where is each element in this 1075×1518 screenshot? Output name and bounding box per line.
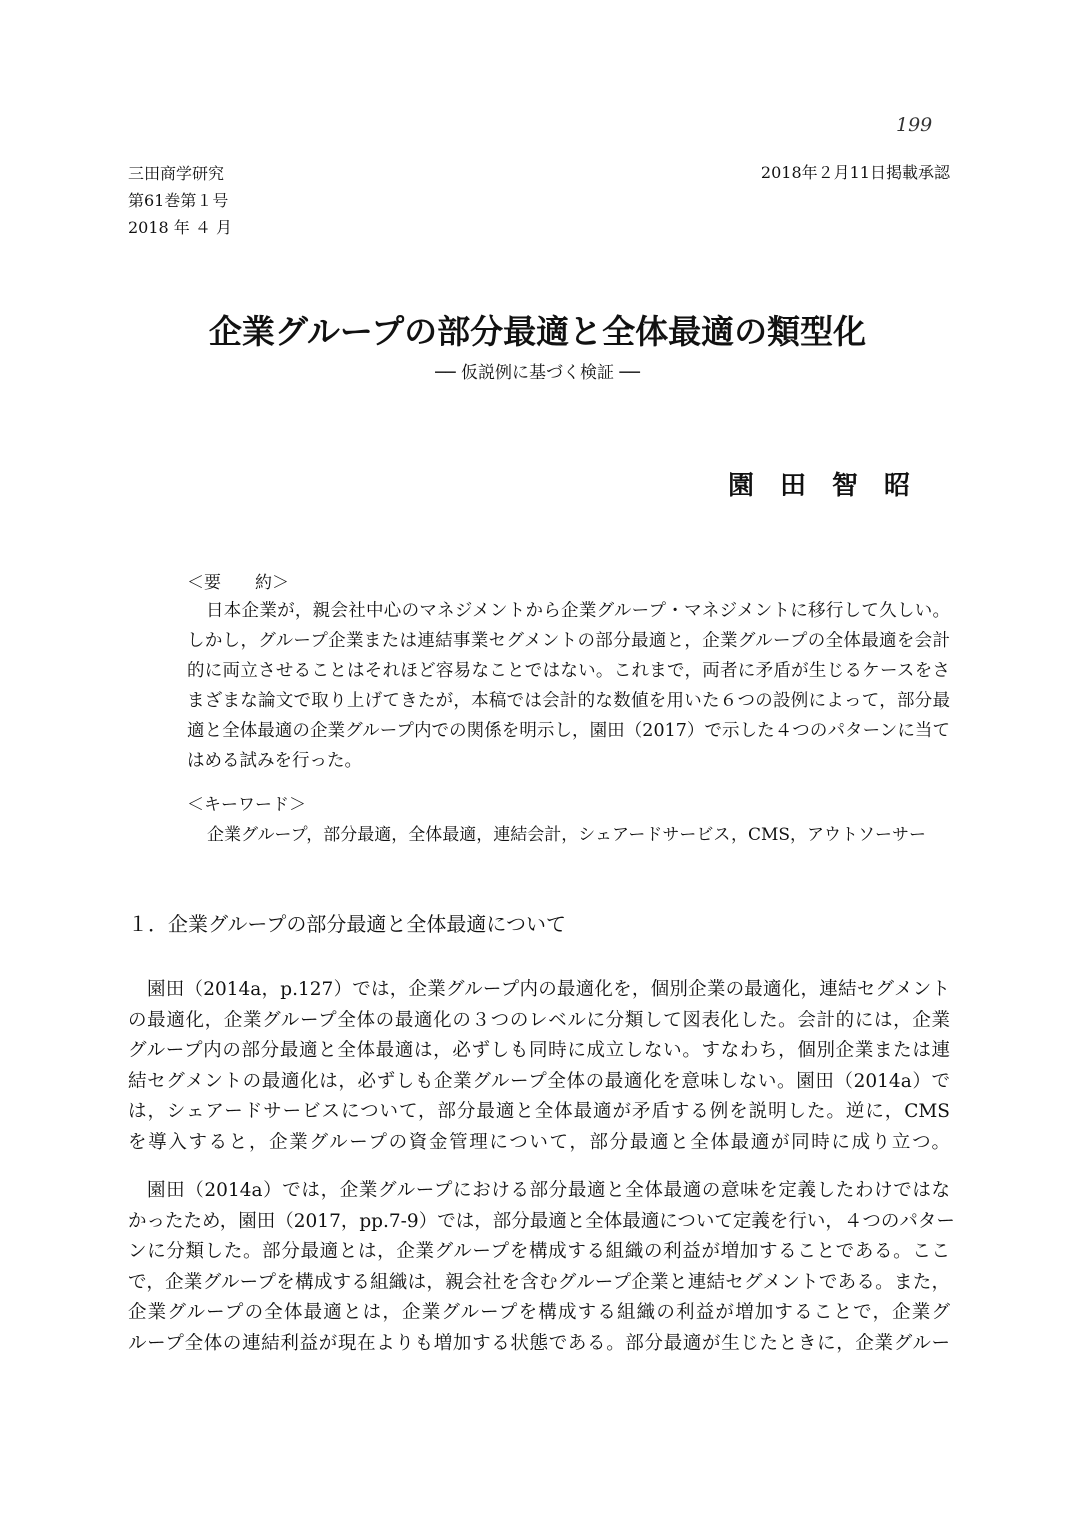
- body-line: ループ全体の連結利益が現在よりも増加する状態である。部分最適が生じたときに，企業グルー: [128, 1332, 950, 1354]
- paper-title: 企業グループの部分最適と全体最適の類型化: [208, 312, 867, 351]
- journal-volume: 第61巻第１号: [128, 191, 229, 210]
- body-line: 企業グループの全体最適とは，企業グループを構成する組織の利益が増加することで，企業グ: [128, 1302, 950, 1323]
- abstract-body: [187, 596, 950, 776]
- acceptance-date: 2018年２月11日掲載承認: [760, 163, 950, 182]
- body-line: グループ内の部分最適と全体最適は，必ずしも同時に成立しない。すなわち，個別企業または連: [128, 1040, 950, 1061]
- abstract-line: しかし，グループ企業または連結事業セグメントの部分最適と，企業グループの全体最適を会計: [187, 631, 950, 651]
- body-line: 園田（2014a）では，企業グループにおける部分最適と全体最適の意味を定義したわけではな: [147, 1180, 950, 1201]
- journal-date: 2018 年 ４ 月: [128, 218, 232, 237]
- abstract-line: 的に両立させることはそれほど容易なことではない。これまで，両者に矛盾が生じるケースをさ: [187, 661, 950, 681]
- body-line: ンに分類した。部分最適とは，企業グループを構成する組織の利益が増加することである。ここ: [128, 1241, 950, 1262]
- author-name: 園田智昭: [728, 471, 937, 501]
- abstract-line: 適と全体最適の企業グループ内での関係を明示し，園田（2017）で示した４つのパターンに当て: [187, 721, 950, 741]
- body-line: を導入すると，企業グループの資金管理について，部分最適と全体最適が同時に成り立つ。: [128, 1131, 950, 1153]
- abstract-heading: ＜要 約＞: [187, 573, 289, 593]
- body-line: は，シェアードサービスについて，部分最適と全体最適が矛盾する例を説明した。逆に，CMS: [128, 1101, 950, 1122]
- body-line: で，企業グループを構成する組織は，親会社を含むグループ企業と連結セグメントである。また，: [128, 1271, 950, 1293]
- abstract-line: まざまな論文で取り上げてきたが，本稿では会計的な数値を用いた６つの設例によって，部分最: [187, 691, 950, 711]
- abstract-line: はめる試みを行った。: [187, 751, 362, 771]
- journal-name: 三田商学研究: [128, 164, 225, 183]
- page-number: 199: [896, 114, 933, 136]
- body-line: 結セグメントの最適化は，必ずしも企業グループ全体の最適化を意味しない。園田（2014a）で: [128, 1070, 950, 1092]
- keywords-list: 企業グループ，部分最適，全体最適，連結会計，シェアードサービス，CMS，アウトソーサー: [207, 825, 926, 845]
- paragraph-1: [128, 975, 950, 1158]
- keywords-heading: ＜キーワード＞: [187, 795, 306, 815]
- body-line: かったため，園田（2017，pp.7-9）では，部分最適と全体最適について定義を行い，４つのパター: [128, 1210, 955, 1232]
- body-line: 園田（2014a，p.127）では，企業グループ内の最適化を，個別企業の最適化，連結セグメント: [147, 979, 950, 1000]
- paragraph-2: [128, 1176, 955, 1359]
- body-line: の最適化，企業グループ全体の最適化の３つのレベルに分類して図表化した。会計的には，企業: [128, 1009, 950, 1031]
- abstract-line: 日本企業が，親会社中心のマネジメントから企業グループ・マネジメントに移行して久しい。: [206, 601, 950, 621]
- paper-subtitle: ── 仮説例に基づく検証 ──: [435, 363, 640, 383]
- journal-info: [128, 160, 232, 241]
- section-heading: １．企業グループの部分最適と全体最適について: [128, 912, 566, 936]
